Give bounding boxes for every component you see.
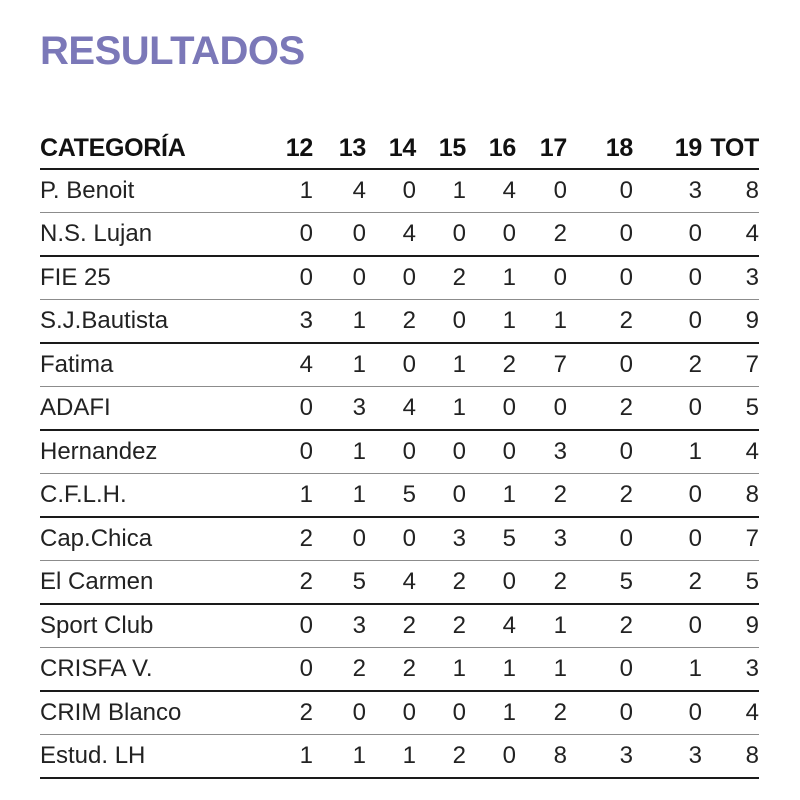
score-cell: 4 bbox=[313, 169, 366, 213]
score-cell: 1 bbox=[416, 648, 466, 692]
column-header-categoria: CATEGORÍA bbox=[40, 128, 256, 169]
score-cell: 1 bbox=[313, 430, 366, 474]
column-header-14: 14 bbox=[366, 128, 416, 169]
team-name: Sport Club bbox=[40, 604, 256, 648]
score-cell: 0 bbox=[313, 213, 366, 257]
score-cell: 2 bbox=[366, 300, 416, 344]
score-cell: 1 bbox=[516, 648, 567, 692]
score-cell: 0 bbox=[633, 213, 702, 257]
score-cell: 2 bbox=[516, 213, 567, 257]
score-cell: 0 bbox=[567, 343, 633, 387]
total-cell: 4 bbox=[702, 430, 759, 474]
score-cell: 2 bbox=[633, 561, 702, 605]
total-cell: 7 bbox=[702, 517, 759, 561]
score-cell: 0 bbox=[466, 430, 516, 474]
column-header-13: 13 bbox=[313, 128, 366, 169]
score-cell: 3 bbox=[633, 735, 702, 779]
score-cell: 5 bbox=[567, 561, 633, 605]
score-cell: 0 bbox=[366, 430, 416, 474]
score-cell: 0 bbox=[416, 300, 466, 344]
team-name: Estud. LH bbox=[40, 735, 256, 779]
total-cell: 4 bbox=[702, 213, 759, 257]
total-cell: 5 bbox=[702, 561, 759, 605]
table-row bbox=[40, 691, 759, 735]
score-cell: 0 bbox=[313, 517, 366, 561]
score-cell: 0 bbox=[516, 256, 567, 300]
total-cell: 4 bbox=[702, 691, 759, 735]
team-name: Cap.Chica bbox=[40, 517, 256, 561]
score-cell: 2 bbox=[516, 691, 567, 735]
score-cell: 7 bbox=[516, 343, 567, 387]
score-cell: 0 bbox=[416, 691, 466, 735]
score-cell: 2 bbox=[567, 387, 633, 431]
score-cell: 1 bbox=[416, 169, 466, 213]
table-row bbox=[40, 735, 759, 779]
score-cell: 1 bbox=[256, 169, 313, 213]
score-cell: 1 bbox=[516, 300, 567, 344]
score-cell: 5 bbox=[366, 474, 416, 518]
score-cell: 0 bbox=[633, 300, 702, 344]
total-cell: 5 bbox=[702, 387, 759, 431]
score-cell: 4 bbox=[466, 169, 516, 213]
team-name: S.J.Bautista bbox=[40, 300, 256, 344]
score-cell: 1 bbox=[466, 648, 516, 692]
score-cell: 1 bbox=[466, 474, 516, 518]
total-cell: 3 bbox=[702, 648, 759, 692]
score-cell: 3 bbox=[256, 300, 313, 344]
score-cell: 1 bbox=[313, 343, 366, 387]
score-cell: 0 bbox=[633, 256, 702, 300]
score-cell: 0 bbox=[633, 691, 702, 735]
score-cell: 3 bbox=[313, 604, 366, 648]
results-table bbox=[40, 128, 759, 779]
score-cell: 0 bbox=[567, 256, 633, 300]
score-cell: 4 bbox=[366, 213, 416, 257]
score-cell: 2 bbox=[416, 256, 466, 300]
score-cell: 2 bbox=[256, 517, 313, 561]
team-name: C.F.L.H. bbox=[40, 474, 256, 518]
team-name: CRIM Blanco bbox=[40, 691, 256, 735]
table-row bbox=[40, 169, 759, 213]
score-cell: 0 bbox=[256, 256, 313, 300]
total-cell: 9 bbox=[702, 604, 759, 648]
score-cell: 8 bbox=[516, 735, 567, 779]
score-cell: 0 bbox=[633, 474, 702, 518]
score-cell: 3 bbox=[313, 387, 366, 431]
column-header-15: 15 bbox=[416, 128, 466, 169]
score-cell: 0 bbox=[567, 430, 633, 474]
score-cell: 1 bbox=[633, 430, 702, 474]
score-cell: 0 bbox=[633, 517, 702, 561]
score-cell: 0 bbox=[567, 691, 633, 735]
total-cell: 7 bbox=[702, 343, 759, 387]
score-cell: 0 bbox=[516, 387, 567, 431]
score-cell: 2 bbox=[416, 735, 466, 779]
table-row bbox=[40, 343, 759, 387]
score-cell: 2 bbox=[633, 343, 702, 387]
score-cell: 5 bbox=[313, 561, 366, 605]
score-cell: 0 bbox=[256, 213, 313, 257]
score-cell: 4 bbox=[366, 387, 416, 431]
score-cell: 0 bbox=[466, 735, 516, 779]
score-cell: 1 bbox=[366, 735, 416, 779]
score-cell: 2 bbox=[466, 343, 516, 387]
score-cell: 0 bbox=[466, 561, 516, 605]
score-cell: 0 bbox=[366, 256, 416, 300]
score-cell: 2 bbox=[366, 648, 416, 692]
score-cell: 2 bbox=[516, 561, 567, 605]
column-header-tot: TOT bbox=[702, 128, 759, 169]
score-cell: 3 bbox=[516, 430, 567, 474]
score-cell: 4 bbox=[366, 561, 416, 605]
score-cell: 0 bbox=[567, 517, 633, 561]
score-cell: 1 bbox=[313, 300, 366, 344]
team-name: Hernandez bbox=[40, 430, 256, 474]
score-cell: 0 bbox=[366, 169, 416, 213]
score-cell: 1 bbox=[466, 256, 516, 300]
column-header-19: 19 bbox=[633, 128, 702, 169]
table-row bbox=[40, 648, 759, 692]
score-cell: 4 bbox=[466, 604, 516, 648]
column-header-16: 16 bbox=[466, 128, 516, 169]
score-cell: 2 bbox=[567, 300, 633, 344]
team-name: P. Benoit bbox=[40, 169, 256, 213]
score-cell: 0 bbox=[567, 169, 633, 213]
score-cell: 0 bbox=[313, 256, 366, 300]
score-cell: 0 bbox=[416, 213, 466, 257]
table-row bbox=[40, 604, 759, 648]
score-cell: 4 bbox=[256, 343, 313, 387]
score-cell: 3 bbox=[416, 517, 466, 561]
score-cell: 0 bbox=[366, 517, 416, 561]
score-cell: 0 bbox=[466, 387, 516, 431]
score-cell: 2 bbox=[256, 691, 313, 735]
results-body bbox=[40, 169, 759, 778]
score-cell: 1 bbox=[633, 648, 702, 692]
score-cell: 2 bbox=[366, 604, 416, 648]
score-cell: 1 bbox=[416, 343, 466, 387]
score-cell: 1 bbox=[466, 300, 516, 344]
table-row bbox=[40, 256, 759, 300]
score-cell: 3 bbox=[516, 517, 567, 561]
table-row bbox=[40, 517, 759, 561]
score-cell: 0 bbox=[633, 604, 702, 648]
score-cell: 1 bbox=[416, 387, 466, 431]
score-cell: 2 bbox=[416, 561, 466, 605]
header-row bbox=[40, 128, 759, 169]
table-row bbox=[40, 561, 759, 605]
table-row bbox=[40, 474, 759, 518]
column-header-18: 18 bbox=[567, 128, 633, 169]
score-cell: 0 bbox=[567, 213, 633, 257]
score-cell: 2 bbox=[416, 604, 466, 648]
score-cell: 2 bbox=[567, 474, 633, 518]
total-cell: 8 bbox=[702, 735, 759, 779]
score-cell: 0 bbox=[256, 430, 313, 474]
score-cell: 2 bbox=[567, 604, 633, 648]
score-cell: 0 bbox=[256, 648, 313, 692]
score-cell: 0 bbox=[416, 430, 466, 474]
score-cell: 1 bbox=[313, 474, 366, 518]
table-row bbox=[40, 387, 759, 431]
score-cell: 1 bbox=[313, 735, 366, 779]
score-cell: 0 bbox=[313, 691, 366, 735]
column-header-12: 12 bbox=[256, 128, 313, 169]
score-cell: 0 bbox=[256, 604, 313, 648]
team-name: CRISFA V. bbox=[40, 648, 256, 692]
score-cell: 0 bbox=[256, 387, 313, 431]
score-cell: 5 bbox=[466, 517, 516, 561]
score-cell: 3 bbox=[633, 169, 702, 213]
score-cell: 0 bbox=[516, 169, 567, 213]
score-cell: 1 bbox=[516, 604, 567, 648]
score-cell: 0 bbox=[567, 648, 633, 692]
score-cell: 0 bbox=[466, 213, 516, 257]
score-cell: 0 bbox=[366, 691, 416, 735]
total-cell: 3 bbox=[702, 256, 759, 300]
table-row bbox=[40, 430, 759, 474]
team-name: El Carmen bbox=[40, 561, 256, 605]
page-title: RESULTADOS bbox=[40, 29, 305, 73]
score-cell: 0 bbox=[633, 387, 702, 431]
score-cell: 1 bbox=[256, 735, 313, 779]
score-cell: 1 bbox=[466, 691, 516, 735]
score-cell: 3 bbox=[567, 735, 633, 779]
total-cell: 8 bbox=[702, 169, 759, 213]
team-name: FIE 25 bbox=[40, 256, 256, 300]
score-cell: 2 bbox=[313, 648, 366, 692]
column-header-17: 17 bbox=[516, 128, 567, 169]
score-cell: 0 bbox=[416, 474, 466, 518]
total-cell: 8 bbox=[702, 474, 759, 518]
score-cell: 2 bbox=[516, 474, 567, 518]
score-cell: 2 bbox=[256, 561, 313, 605]
total-cell: 9 bbox=[702, 300, 759, 344]
table-row bbox=[40, 213, 759, 257]
team-name: ADAFI bbox=[40, 387, 256, 431]
team-name: N.S. Lujan bbox=[40, 213, 256, 257]
score-cell: 0 bbox=[366, 343, 416, 387]
team-name: Fatima bbox=[40, 343, 256, 387]
score-cell: 1 bbox=[256, 474, 313, 518]
table-row bbox=[40, 300, 759, 344]
